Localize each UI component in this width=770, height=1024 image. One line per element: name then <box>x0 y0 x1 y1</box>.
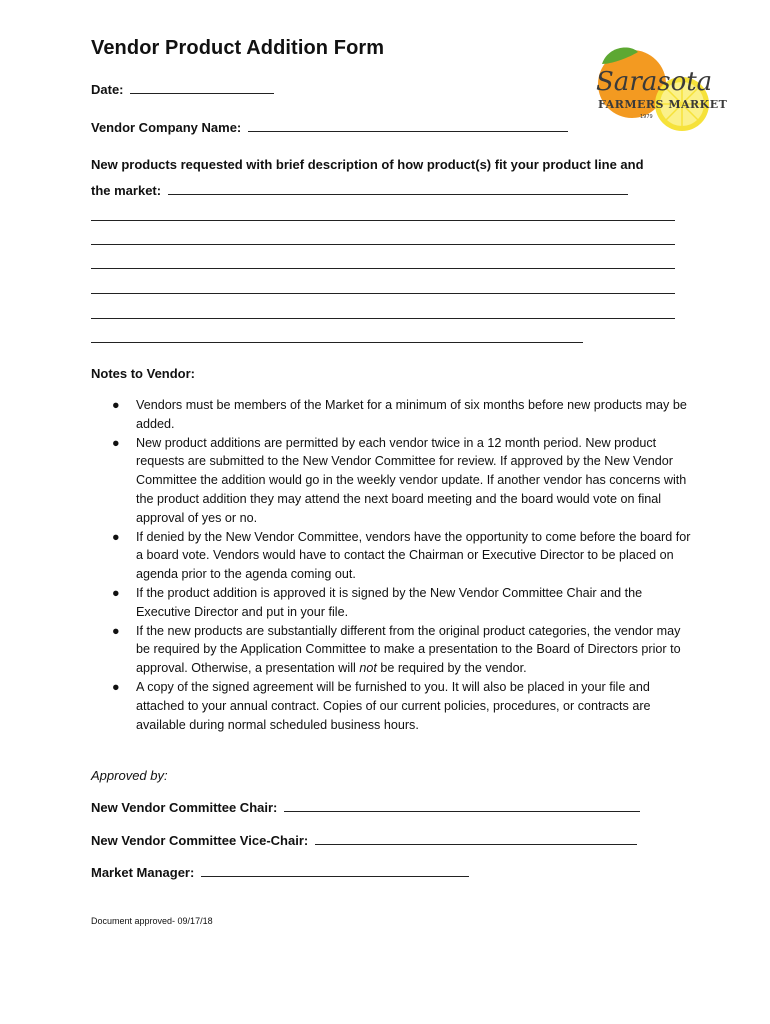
logo-block-text: FARMERS MARKET <box>598 98 728 111</box>
list-item <box>91 528 691 584</box>
page-title: Vendor Product Addition Form <box>91 37 385 59</box>
chair-signature-field[interactable] <box>284 810 640 812</box>
list-item <box>91 396 691 434</box>
list-item-text: Vendors must be members of the Market for a minimum of six months before new products may be added. <box>136 398 687 431</box>
list-item <box>91 622 691 678</box>
document-approved-note: Document approved- 09/17/18 <box>91 916 213 926</box>
vice-chair-signature-field[interactable] <box>315 843 637 845</box>
list-item <box>91 584 691 622</box>
date-row <box>91 82 274 97</box>
vice-chair-label: New Vendor Committee Vice-Chair: <box>91 833 309 848</box>
company-label: Vendor Company Name: <box>91 120 242 135</box>
manager-label: Market Manager: <box>91 865 195 880</box>
date-label: Date: <box>91 82 124 97</box>
bullet-icon: ● <box>112 585 120 600</box>
bullet-icon: ● <box>112 435 120 450</box>
products-field-line-1[interactable] <box>168 193 628 195</box>
list-item <box>91 678 691 734</box>
list-item <box>91 434 691 528</box>
products-field-line-2[interactable] <box>91 220 675 221</box>
chair-row <box>91 800 640 815</box>
bullet-icon: ● <box>112 398 120 412</box>
bullet-icon: ● <box>112 679 120 694</box>
list-item-text: If the product addition is approved it is signed by the New Vendor Committee Chair and the Executive Director and put in your file. <box>136 585 643 619</box>
company-field[interactable] <box>248 130 568 132</box>
products-field-line-5[interactable] <box>91 293 675 294</box>
list-item-text: New product additions are permitted by each vendor twice in a 12 month period. New product requests are submitted to the New Vendor Committee for review. If approved by the New Vendor Committee the addition would go in the weekly vendor update. If another vendor has concerns with the product addition they may attend the next board meeting and the board would vote on final approval of yes or no. <box>136 435 687 525</box>
products-field-line-3[interactable] <box>91 244 675 245</box>
logo-script-text: Sarasota <box>596 67 713 97</box>
products-field-line-4[interactable] <box>91 268 675 269</box>
company-row <box>91 120 568 135</box>
sarasota-farmers-market-logo <box>588 42 728 132</box>
manager-signature-field[interactable] <box>201 875 469 877</box>
list-item-text: If the new products are substantially different from the original product categories, the vendor may be required by the Application Committee to make a presentation to the Board of Directors prior to approval. Otherwise, a presentation will not be required by the vendor. <box>136 623 681 676</box>
bullet-icon: ● <box>112 623 120 638</box>
logo-small-text: 1979 <box>640 114 653 120</box>
chair-label: New Vendor Committee Chair: <box>91 800 278 815</box>
products-row <box>91 183 628 198</box>
products-field-line-6[interactable] <box>91 318 675 319</box>
notes-list <box>91 396 691 734</box>
list-item-text: If denied by the New Vendor Committee, vendors have the opportunity to come before the board for a board vote. Vendors would have to contact the Chairman or Executive Director to be placed on agenda prior to the agenda coming out. <box>136 529 691 582</box>
bullet-icon: ● <box>112 529 120 544</box>
manager-row <box>91 865 469 880</box>
products-field-line-7[interactable] <box>91 342 583 343</box>
vice-chair-row <box>91 833 637 848</box>
approved-by-heading: Approved by: <box>91 768 168 783</box>
products-label-line2: the market: <box>91 183 162 198</box>
notes-heading: Notes to Vendor: <box>91 366 196 381</box>
list-item-text: A copy of the signed agreement will be furnished to you. It will also be placed in your file and attached to your annual contract. Copies of our current policies, procedures, or contracts are available during normal scheduled business hours. <box>136 679 651 732</box>
products-label-line1: New products requested with brief description of how product(s) fit your product line and <box>91 157 644 172</box>
date-field[interactable] <box>130 92 274 94</box>
